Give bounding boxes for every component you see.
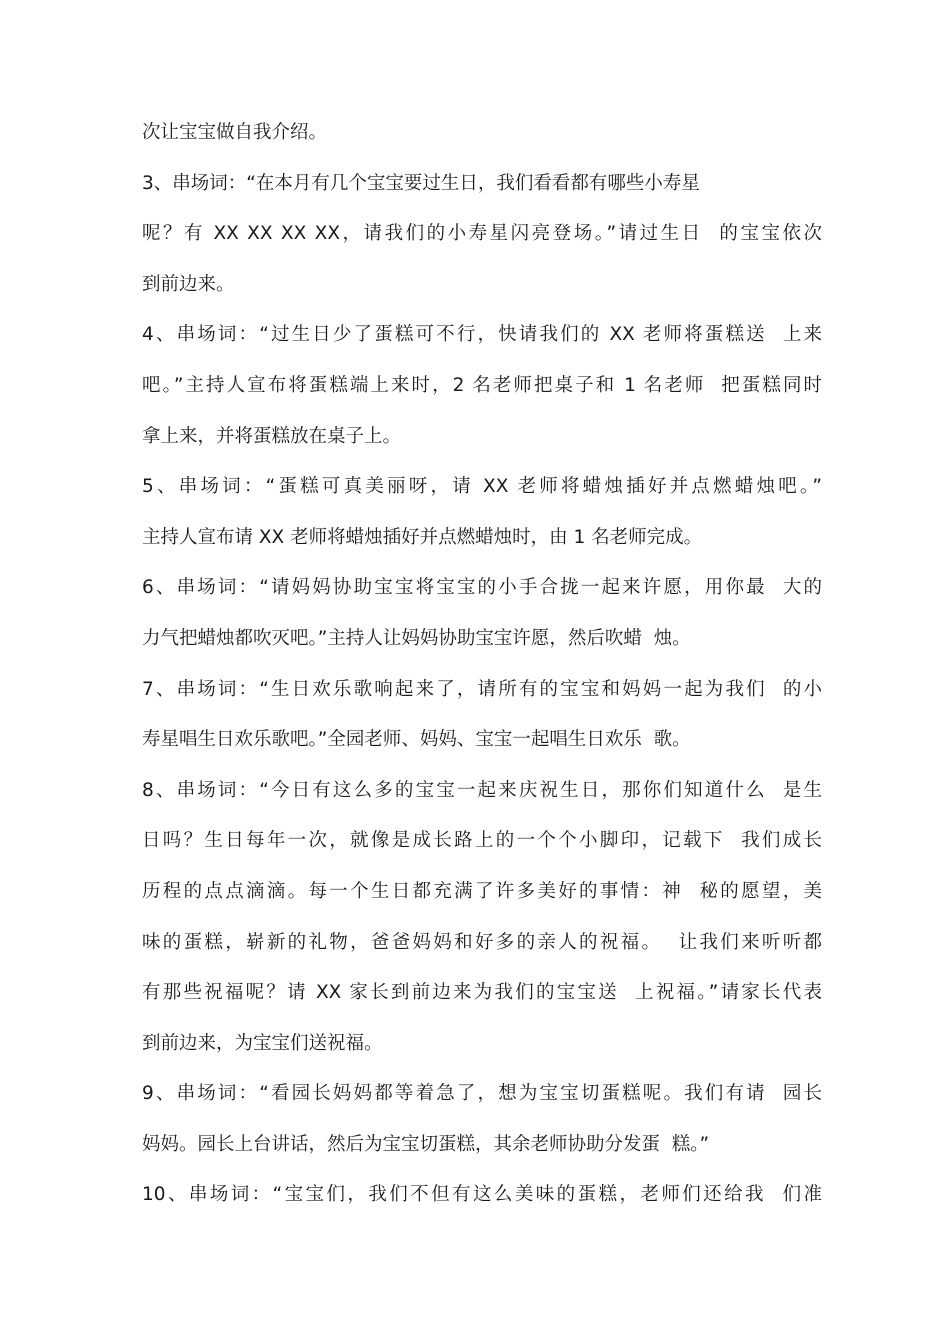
text-line: 拿上来，并将蛋糕放在桌子上。 <box>142 425 402 447</box>
text-line: 次让宝宝做自我介绍。 <box>142 122 328 143</box>
text-line: 主持人宣布请 XX 老师将蜡烛插好并点燃蜡烛时，由 1 名老师完成。 <box>142 526 703 548</box>
text-line: 日吗？生日每年一次，就像是成长路上的一个个小脚印，记载下 我们成长 <box>142 830 822 852</box>
text-line: 呢？有 XX XX XX XX，请我们的小寿星闪亮登场。”请过生日 的宝宝依次 <box>142 223 822 245</box>
text-line: 寿星唱生日欢乐歌吧。”全园老师、妈妈、宝宝一起唱生日欢乐 歌。 <box>142 729 691 751</box>
document-body <box>142 108 822 1221</box>
text-line: 到前边来。 <box>142 273 235 295</box>
text-line: 历程的点点滴滴。每一个生日都充满了许多美好的事情：神 秘的愿望，美 <box>142 880 822 902</box>
text-line: 妈妈。园长上台讲话，然后为宝宝切蛋糕，其余老师协助分发蛋 糕。” <box>142 1133 710 1155</box>
text-line: 3、串场词：“在本月有几个宝宝要过生日，我们看看都有哪些小寿星 <box>142 172 700 194</box>
text-line: 吧。”主持人宣布将蛋糕端上来时，2 名老师把桌子和 1 名老师 把蛋糕同时 <box>142 374 822 396</box>
text-line: 到前边来，为宝宝们送祝福。 <box>142 1032 383 1054</box>
text-line: 有那些祝福呢？请 XX 家长到前边来为我们的宝宝送 上祝福。”请家长代表 <box>142 982 822 1004</box>
text-line: 味的蛋糕，崭新的礼物，爸爸妈妈和好多的亲人的祝福。 让我们来听听都 <box>142 931 822 953</box>
text-line: 8、串场词：“今日有这么多的宝宝一起来庆祝生日，那你们知道什么 是生 <box>142 779 822 801</box>
text-line: 7、串场词：“生日欢乐歌响起来了，请所有的宝宝和妈妈一起为我们 的小 <box>142 678 822 700</box>
text-line: 9、串场词：“看园长妈妈都等着急了，想为宝宝切蛋糕呢。我们有请 园长 <box>142 1083 822 1105</box>
text-line: 4、串场词：“过生日少了蛋糕可不行，快请我们的 XX 老师将蛋糕送 上来 <box>142 324 822 346</box>
text-line: 力气把蜡烛都吹灭吧。”主持人让妈妈协助宝宝许愿，然后吹蜡 烛。 <box>142 627 691 649</box>
text-line: 10、串场词：“宝宝们，我们不但有这么美味的蛋糕，老师们还给我 们准 <box>142 1184 822 1206</box>
text-line: 6、串场词：“请妈妈协助宝宝将宝宝的小手合拢一起来许愿，用你最 大的 <box>142 577 822 599</box>
text-line: 5、串场词：“蛋糕可真美丽呀，请 XX 老师将蜡烛插好并点燃蜡烛吧。” <box>142 476 822 498</box>
